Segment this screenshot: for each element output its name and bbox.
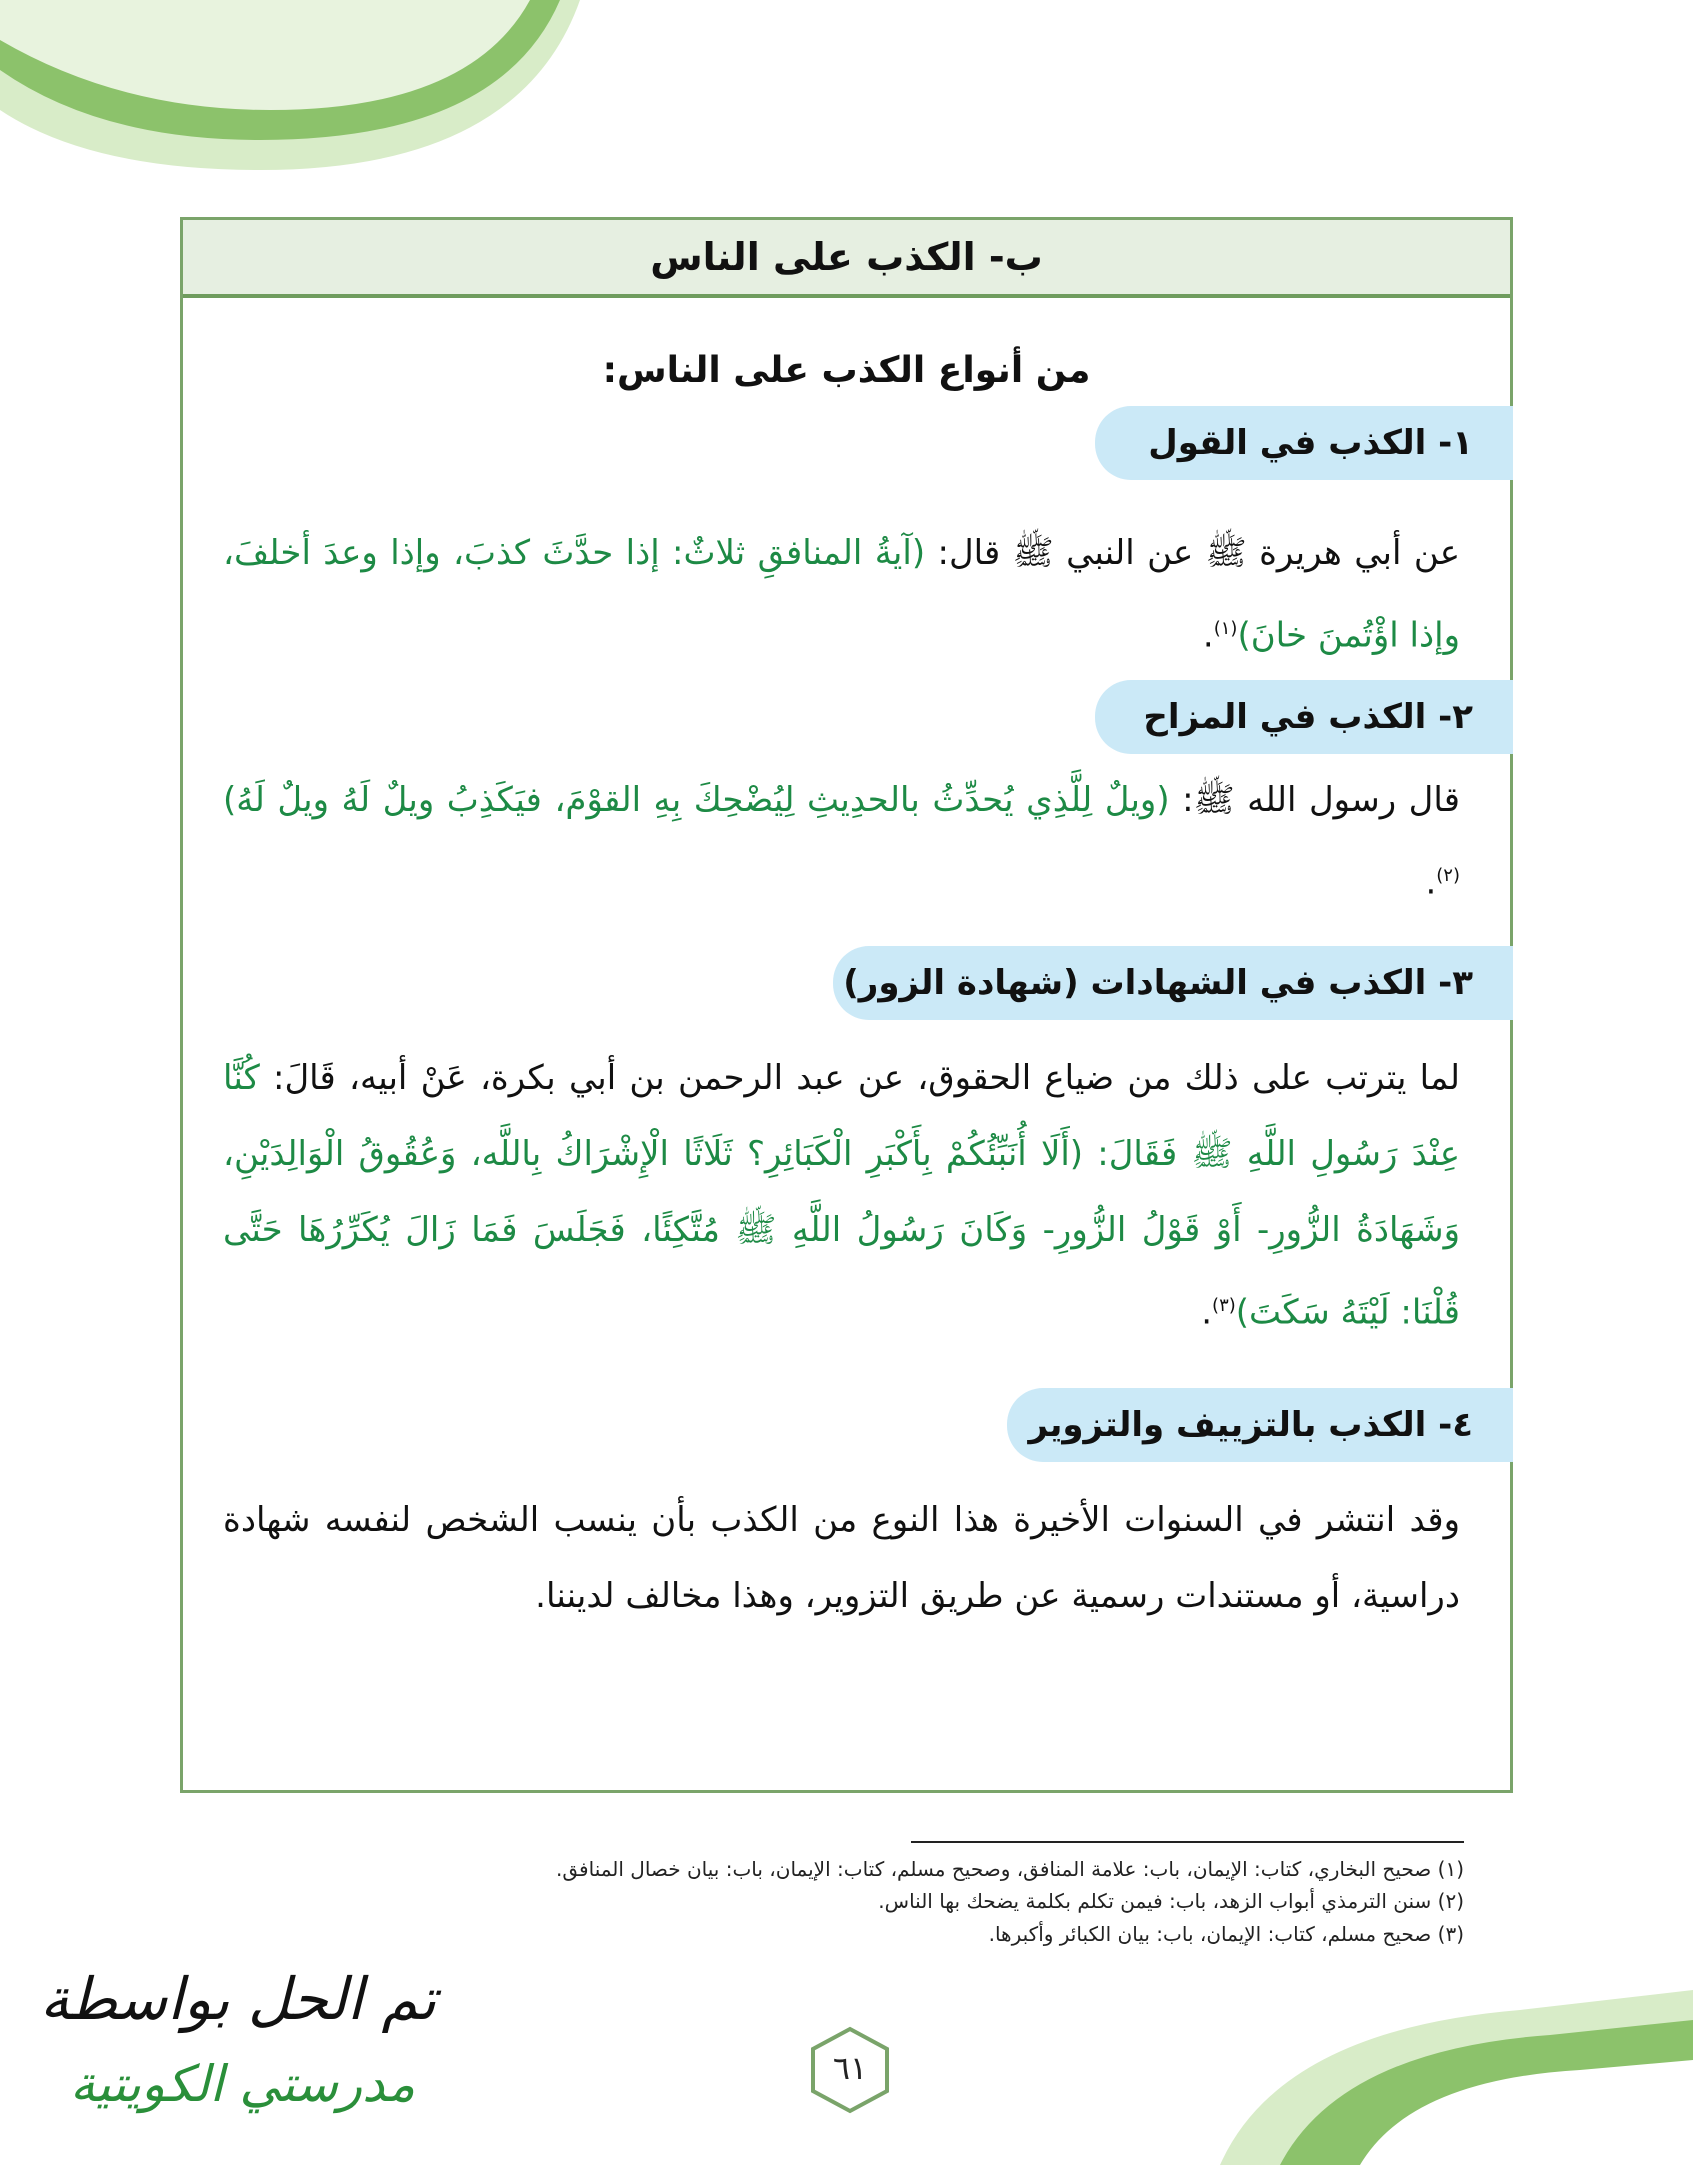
section-4-title: ٤- الكذب بالتزييف والتزوير	[1007, 1388, 1513, 1462]
period: .	[1202, 615, 1214, 656]
intro: لما يترتب على ذلك من ضياع الحقوق، عن عبد الرحمن بن أبي بكرة، عَنْ أبيه، قَالَ:	[259, 1058, 1460, 1098]
section-3-text	[223, 1040, 1460, 1350]
watermark-line-1: تم الحل بواسطة	[40, 1965, 437, 2033]
page-number: ٦١	[832, 2049, 868, 2087]
section-2-text	[223, 762, 1460, 920]
section-1-title: ١- الكذب في القول	[1095, 406, 1513, 480]
subheading: من أنواع الكذب على الناس:	[602, 350, 1091, 391]
hadith-quote: كُنَّا عِنْدَ رَسُولِ اللَّهِ ﷺ فَقَالَ: (أَلَا أُنَبِّئُكُمْ بِأَكْبَرِ الْكَبَائِرِ؟ ثَلَاثًا الْإِشْرَاكُ بِاللَّه، وَعُقُوقُ الْوَالِدَيْنِ، وَشَهَادَةُ الزُّورِ- أَوْ قَوْلُ الزُّورِ- وَكَانَ رَسُولُ اللَّهِ ﷺ مُتَّكِئًا، فَجَلَسَ فَمَا زَالَ يُكَرِّرُهَا حَتَّى قُلْنَا: لَيْتَهُ سَكَتَ)	[223, 1058, 1460, 1333]
footnote-divider	[911, 1841, 1464, 1843]
period: .	[1425, 862, 1437, 903]
top-left-decoration	[0, 0, 600, 200]
intro: قال رسول الله ﷺ:	[1169, 780, 1460, 820]
footnote-ref: (١)	[1213, 618, 1238, 639]
section-3-title: ٣- الكذب في الشهادات (شهادة الزور)	[833, 946, 1513, 1020]
section-header: ب- الكذب على الناس	[183, 220, 1510, 298]
footnote-2: (٢) سنن الترمذي أبواب الزهد، باب: فيمن تكلم بكلمة يضحك بها الناس.	[878, 1889, 1464, 1913]
footnote-3: (٣) صحيح مسلم، كتاب: الإيمان، باب: بيان الكبائر وأكبرها.	[988, 1922, 1464, 1946]
footnote-ref: (٢)	[1436, 865, 1460, 886]
page-number-badge	[805, 2025, 895, 2115]
section-4-text: وقد انتشر في السنوات الأخيرة هذا النوع من الكذب بأن ينسب الشخص لنفسه شهادة دراسية، أو مستندات رسمية عن طريق التزوير، وهذا مخالف لديننا.	[223, 1500, 1460, 1616]
footnote-ref: (٣)	[1212, 1295, 1236, 1316]
period: .	[1201, 1292, 1213, 1333]
intro: عن أبي هريرة ﷺ عن النبي ﷺ قال:	[925, 533, 1460, 573]
section-1-text	[223, 515, 1460, 673]
footnote-1: (١) صحيح البخاري، كتاب: الإيمان، باب: علامة المنافق، وصحيح مسلم، كتاب: الإيمان، باب: بيان خصال المنافق.	[556, 1857, 1464, 1881]
section-2-title: ٢- الكذب في المزاح	[1095, 680, 1513, 754]
bottom-right-decoration	[1220, 1990, 1693, 2165]
hadith-quote: (آيةُ المنافقِ ثلاثٌ: إذا حدَّثَ كذبَ، وإذا وعدَ أخلفَ، وإذا اؤْتُمنَ خانَ)	[223, 533, 1460, 656]
watermark-line-2: مدرستي الكويتية	[70, 2055, 416, 2113]
content-box	[180, 217, 1513, 1793]
hadith-quote: (ويلٌ لِلَّذِي يُحدِّثُ بالحدِيثِ لِيُضْحِكَ بِهِ القوْمَ، فيَكَذِبُ ويلٌ لَهُ ويلٌ لَهُ)	[223, 780, 1170, 820]
